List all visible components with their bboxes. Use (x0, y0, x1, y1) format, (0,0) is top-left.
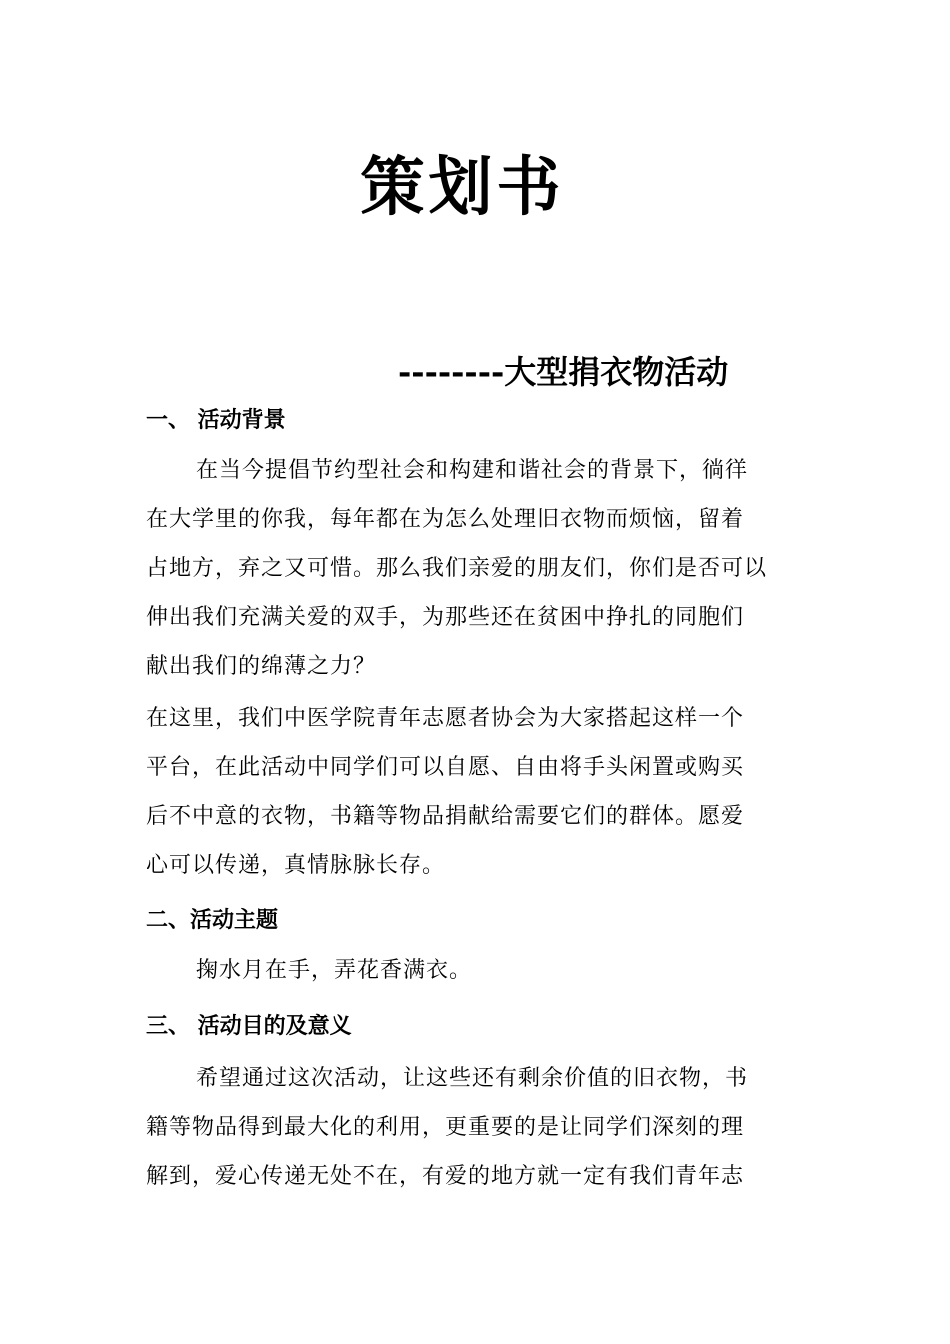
theme-paragraph (146, 946, 812, 995)
paragraph-line: 心可以传递，真情脉脉长存。 (146, 853, 446, 878)
paragraph-line: 希望通过这次活动，让这些还有剩余价值的旧衣物，书 (196, 1066, 749, 1091)
document-title: 策划书 (360, 150, 565, 225)
background-paragraph-2 (146, 694, 812, 890)
section-heading-theme: 二、活动主题 (146, 907, 279, 933)
section-heading-purpose: 三、 活动目的及意义 (146, 1013, 352, 1039)
paragraph-line: 籍等物品得到最大化的利用，更重要的是让同学们深刻的理 (146, 1115, 745, 1140)
paragraph-line: 占地方，弃之又可惜。那么我们亲爱的朋友们，你们是否可以 (146, 556, 768, 581)
paragraph-line: 伸出我们充满关爱的双手，为那些还在贫困中挣扎的同胞们 (146, 605, 745, 630)
paragraph-line: 后不中意的衣物，书籍等物品捐献给需要它们的群体。愿爱 (146, 804, 745, 829)
background-paragraph-1 (146, 446, 812, 691)
paragraph-line: 在这里，我们中医学院青年志愿者协会为大家搭起这样一个 (146, 706, 745, 731)
paragraph-line: 在大学里的你我，每年都在为怎么处理旧衣物而烦恼，留着 (146, 507, 745, 532)
section-heading-background: 一、 活动背景 (146, 407, 286, 433)
paragraph-line: 献出我们的绵薄之力？ (146, 654, 377, 679)
purpose-paragraph (146, 1054, 812, 1201)
document-subtitle: --------大型捐衣物活动 (398, 353, 729, 391)
paragraph-line: 解到，爱心传递无处不在，有爱的地方就一定有我们青年志 (146, 1164, 745, 1189)
paragraph-line: 掬水月在手，弄花香满衣。 (196, 958, 473, 983)
paragraph-line: 平台，在此活动中同学们可以自愿、自由将手头闲置或购买 (146, 755, 745, 780)
paragraph-line: 在当今提倡节约型社会和构建和谐社会的背景下，徜徉 (196, 458, 749, 483)
